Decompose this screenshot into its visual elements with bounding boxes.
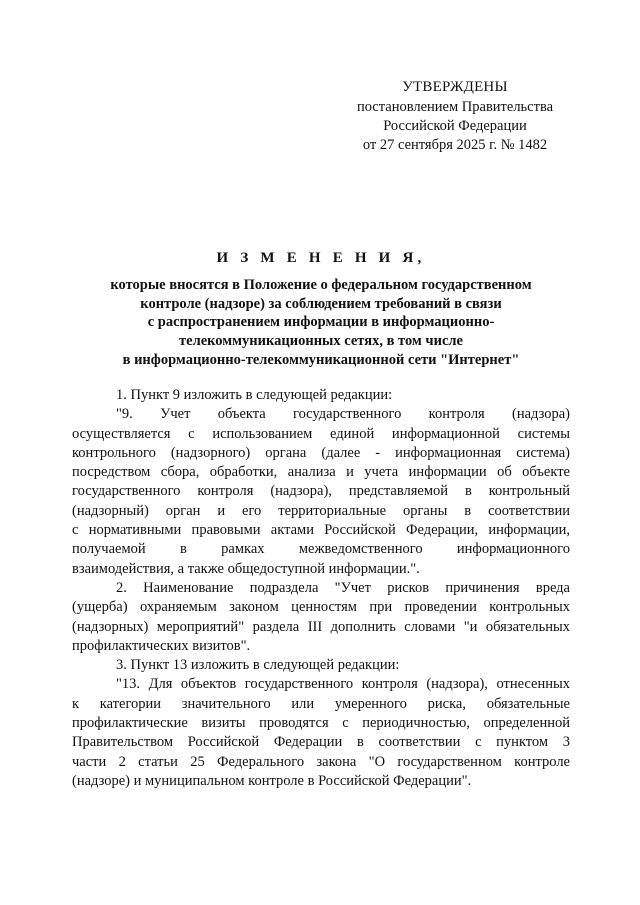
document-subtitle-line: которые вносятся в Положение о федеральном государственном bbox=[110, 277, 532, 293]
text-line: профилактических визитов". bbox=[72, 637, 251, 654]
paragraph-quote-13 bbox=[72, 675, 570, 791]
text-line: с нормативными правовыми актами Российской Федерации, информации, bbox=[72, 522, 570, 539]
text-line: взаимодействия, а также общедоступной информации.". bbox=[72, 560, 420, 577]
text-line: "13. Для объектов государственного контроля (надзора), отнесенных bbox=[116, 676, 570, 693]
text-line: "9. Учет объекта государственного контроля (надзора) bbox=[116, 406, 570, 423]
document-heading bbox=[72, 250, 570, 370]
document-subtitle-line: в информационно-телекоммуникационной сети "Интернет" bbox=[122, 351, 520, 368]
approval-stamp bbox=[330, 78, 580, 155]
document-title: И З М Е Н Е Н И Я, bbox=[216, 250, 426, 266]
approval-line: постановлением Правительства bbox=[356, 99, 554, 115]
text-line: контрольного (надзорного) органа (далее - информационная система) bbox=[72, 444, 570, 461]
document-subtitle-line: телекоммуникационных сетях, в том числе bbox=[179, 333, 463, 350]
text-line: (надзорный) орган и его территориальные органы в соответствии bbox=[72, 502, 570, 519]
paragraph-item-3: 3. Пункт 13 изложить в следующей редакции: bbox=[116, 657, 400, 674]
approval-date-line: от 27 сентября 2025 г. № 1482 bbox=[362, 137, 548, 153]
text-line: профилактические визиты проводятся с периодичностью, определенной bbox=[72, 715, 570, 732]
approval-line: Российской Федерации bbox=[383, 118, 527, 134]
document-body bbox=[72, 386, 570, 791]
text-line: (надзоре) и муниципальном контроле в Российской Федерации". bbox=[72, 772, 472, 789]
text-line: (ущерба) охраняемым законом ценностям при проведении контрольных bbox=[72, 599, 570, 616]
text-line: Правительством Российской Федерации в соответствии с пунктом 3 bbox=[72, 734, 570, 751]
paragraph-item-2 bbox=[72, 579, 570, 656]
text-line: государственного контроля (надзора), представляемой в контрольный bbox=[72, 483, 570, 500]
document-subtitle-line: с распространением информации в информационно- bbox=[147, 314, 495, 331]
document-subtitle-line: контроле (надзоре) за соблюдением требований в связи bbox=[140, 295, 502, 312]
paragraph-quote-9 bbox=[72, 405, 570, 579]
text-line: посредством сбора, обработки, анализа и учета информации об объекте bbox=[72, 464, 570, 481]
text-line: к категории значительного или умеренного риска, обязательные bbox=[72, 695, 570, 712]
paragraph-item-1: 1. Пункт 9 изложить в следующей редакции: bbox=[116, 387, 393, 403]
text-line: осуществляется с использованием единой информационной системы bbox=[72, 425, 570, 442]
approval-title: УТВЕРЖДЕНЫ bbox=[402, 79, 508, 95]
text-line: части 2 статьи 25 Федерального закона "О государственном контроле bbox=[72, 753, 570, 770]
text-line: получаемой в рамках межведомственного информационного bbox=[72, 541, 570, 558]
text-line: (надзорных) мероприятий" раздела III дополнить словами "и обязательных bbox=[72, 618, 570, 635]
text-line: 2. Наименование подраздела "Учет рисков причинения вреда bbox=[116, 579, 570, 596]
